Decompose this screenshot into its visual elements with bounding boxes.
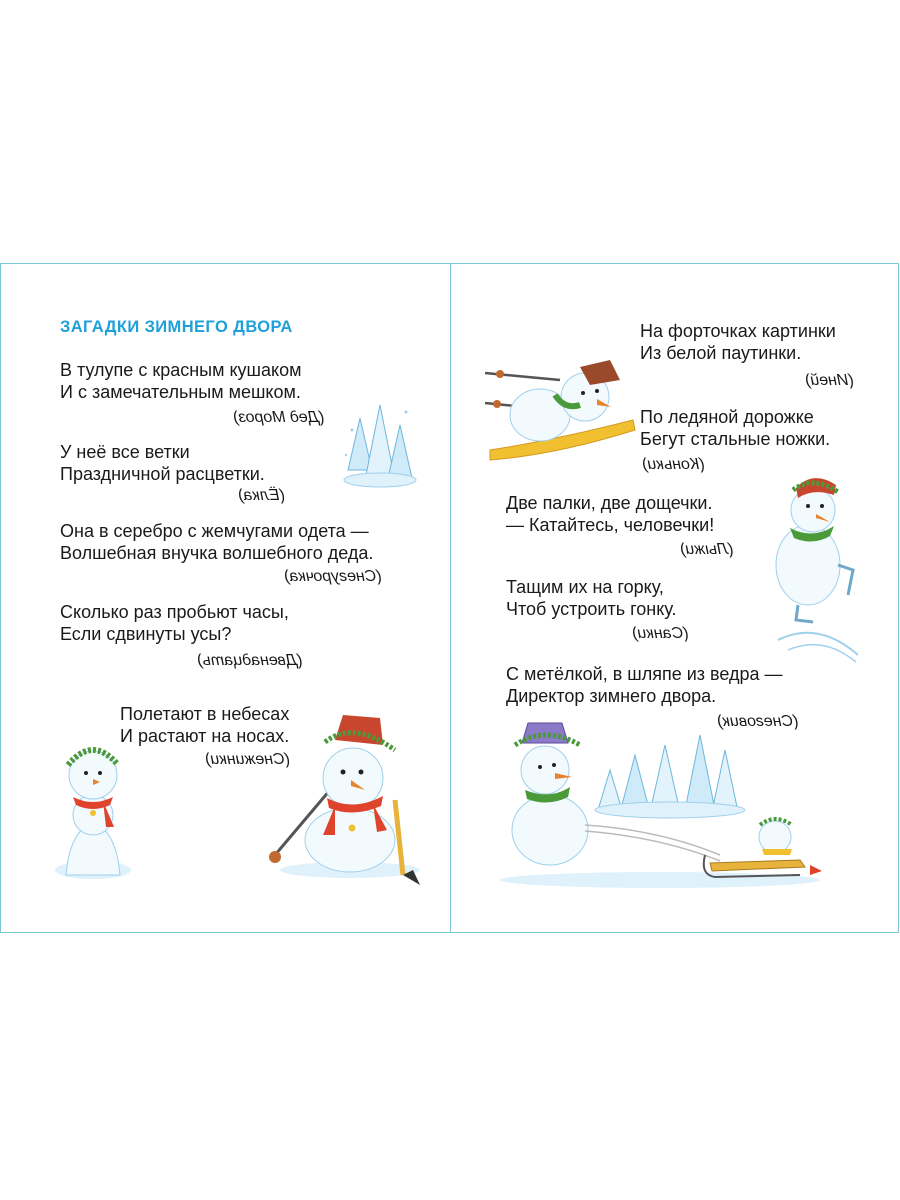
riddle-answer: (Коньки)	[642, 456, 705, 473]
riddle-line: Бегут стальные ножки.	[640, 429, 831, 449]
riddle-line: Директор зимнего двора.	[506, 686, 717, 706]
riddle-line: В тулупе с красным кушаком	[60, 360, 302, 380]
snowy-trees-illustration	[340, 400, 415, 490]
riddle-line: Праздничной расцветки.	[60, 464, 265, 484]
riddle-answer: (Дед Мороз)	[233, 409, 325, 426]
riddle-sled	[506, 576, 677, 620]
riddle-line: Чтоб устроить гонку.	[506, 599, 677, 619]
riddle-line: Из белой паутинки.	[640, 343, 802, 363]
riddle-line: По ледяной дорожке	[640, 407, 814, 427]
riddle-skates	[640, 406, 830, 450]
riddle-line: Полетают в небесах	[120, 704, 290, 724]
riddle-line: — Катайтесь, человечки!	[506, 515, 715, 535]
riddle-answer: (Ёлка)	[238, 487, 285, 504]
riddle-answer: (Снежинки)	[205, 751, 290, 768]
riddle-clock	[60, 601, 289, 645]
riddle-answer: (Двенадцать)	[197, 652, 303, 669]
riddle-line: Волшебная внучка волшебного деда.	[60, 543, 374, 563]
skiing-snowman-illustration	[485, 355, 635, 465]
riddle-snowman	[506, 663, 783, 707]
riddle-answer: (Лыжи)	[680, 541, 734, 558]
skating-snowman-illustration	[768, 470, 863, 670]
riddle-line: И растают на носах.	[120, 726, 290, 746]
riddle-grandfather-frost	[60, 359, 301, 403]
snowman-hockey-illustration	[255, 700, 425, 890]
riddle-line: Тащим их на горку,	[506, 577, 664, 597]
riddle-line: Если сдвинуты усы?	[60, 624, 232, 644]
riddle-answer: (Снеговик)	[717, 713, 799, 730]
riddle-line: Две палки, две дощечки.	[506, 493, 713, 513]
riddle-line: И с замечательным мешком.	[60, 382, 301, 402]
snow-girl-illustration	[48, 735, 138, 885]
riddle-skis	[506, 492, 714, 536]
riddle-line: У неё все ветки	[60, 442, 190, 462]
riddle-answer: (Санки)	[632, 625, 689, 642]
riddle-answer: (Снегурочка)	[284, 568, 382, 585]
riddle-frost	[640, 320, 836, 364]
snowman-with-sled-illustration	[500, 715, 830, 890]
riddle-answer: (Иней)	[805, 372, 854, 389]
riddle-line: С метёлкой, в шляпе из ведра —	[506, 664, 783, 684]
riddle-line: На форточках картинки	[640, 321, 836, 341]
riddle-line: Она в серебро с жемчугами одета —	[60, 521, 369, 541]
page-title: ЗАГАДКИ ЗИМНЕГО ДВОРА	[60, 318, 293, 336]
riddle-tree	[60, 441, 265, 485]
riddle-line: Сколько раз пробьют часы,	[60, 602, 289, 622]
riddle-snow-maiden	[60, 520, 373, 564]
